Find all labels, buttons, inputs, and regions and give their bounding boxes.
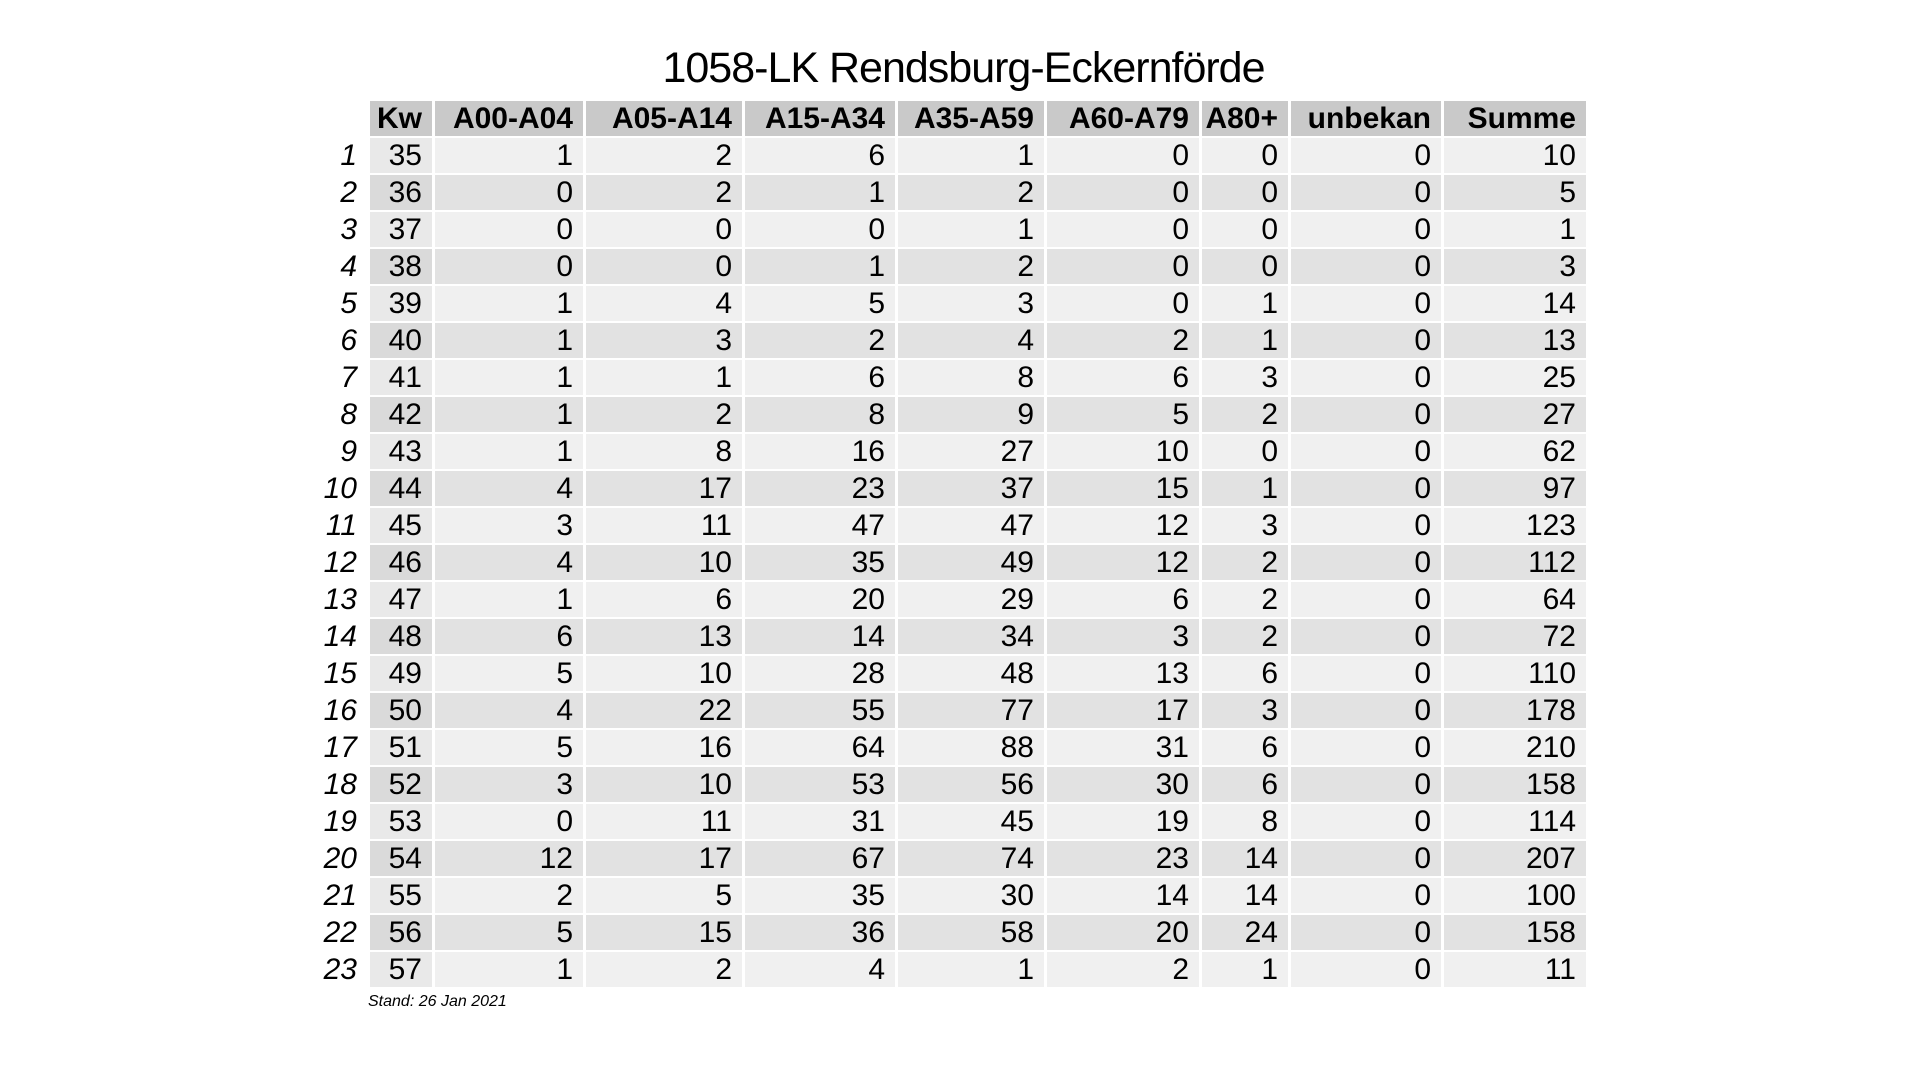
table-body (319, 138, 1586, 987)
table-cell-a15-a34: 35 (745, 545, 895, 580)
table-cell-a00-a04: 0 (435, 212, 583, 247)
column-header-a80-: A80+ (1202, 101, 1288, 136)
table-cell-a35-a59: 27 (898, 434, 1044, 469)
table-cell-summe: 97 (1444, 471, 1586, 506)
table-cell-summe: 10 (1444, 138, 1586, 173)
table-cell-a15-a34: 31 (745, 804, 895, 839)
table-cell-a00-a04: 5 (435, 730, 583, 765)
table-cell-unbekan: 0 (1291, 286, 1441, 321)
table-cell-a80-: 24 (1202, 915, 1288, 950)
table-row (319, 249, 1586, 284)
table-cell-a80-: 2 (1202, 582, 1288, 617)
table-cell-summe: 158 (1444, 915, 1586, 950)
table-cell-a60-a79: 31 (1047, 730, 1199, 765)
table-cell-kw: 49 (370, 656, 432, 691)
table-cell-a80-: 6 (1202, 767, 1288, 802)
table-cell-a35-a59: 45 (898, 804, 1044, 839)
table-cell-summe: 178 (1444, 693, 1586, 728)
corner-cell (319, 101, 367, 136)
table-cell-a60-a79: 19 (1047, 804, 1199, 839)
table-row (319, 878, 1586, 913)
table-cell-summe: 158 (1444, 767, 1586, 802)
table-row (319, 545, 1586, 580)
table-cell-a60-a79: 0 (1047, 249, 1199, 284)
table-cell-summe: 112 (1444, 545, 1586, 580)
table-cell-unbekan: 0 (1291, 138, 1441, 173)
table-row (319, 730, 1586, 765)
table-cell-a35-a59: 74 (898, 841, 1044, 876)
row-number: 10 (323, 472, 357, 505)
table-cell-a05-a14: 16 (586, 730, 742, 765)
table-cell-kw: 36 (370, 175, 432, 210)
table-cell-a15-a34: 1 (745, 175, 895, 210)
table-cell-a80-: 14 (1202, 878, 1288, 913)
table-cell-kw: 48 (370, 619, 432, 654)
table-cell-a05-a14: 22 (586, 693, 742, 728)
table-cell-a15-a34: 28 (745, 656, 895, 691)
table-cell-a60-a79: 13 (1047, 656, 1199, 691)
table-cell-a15-a34: 1 (745, 249, 895, 284)
table-row (319, 656, 1586, 691)
table-cell-a00-a04: 0 (435, 804, 583, 839)
table-cell-a35-a59: 77 (898, 693, 1044, 728)
table-cell-a80-: 8 (1202, 804, 1288, 839)
table-cell-a80-: 0 (1202, 212, 1288, 247)
table-cell-a80-: 0 (1202, 249, 1288, 284)
table-row (319, 175, 1586, 210)
table-cell-a05-a14: 11 (586, 508, 742, 543)
table-cell-a60-a79: 3 (1047, 619, 1199, 654)
column-header-a05-a14: A05-A14 (586, 101, 742, 136)
table-cell-unbekan: 0 (1291, 878, 1441, 913)
table-cell-a05-a14: 13 (586, 619, 742, 654)
table-cell-a05-a14: 5 (586, 878, 742, 913)
table-cell-a35-a59: 56 (898, 767, 1044, 802)
table-cell-unbekan: 0 (1291, 767, 1441, 802)
table-cell-a00-a04: 1 (435, 286, 583, 321)
table-cell-a80-: 1 (1202, 471, 1288, 506)
table-cell-a60-a79: 12 (1047, 508, 1199, 543)
column-header-a60-a79: A60-A79 (1047, 101, 1199, 136)
table-cell-summe: 207 (1444, 841, 1586, 876)
table-cell-a35-a59: 2 (898, 175, 1044, 210)
table-cell-a35-a59: 8 (898, 360, 1044, 395)
row-number: 19 (323, 805, 357, 838)
column-header-a15-a34: A15-A34 (745, 101, 895, 136)
row-number: 1 (340, 139, 357, 172)
table-cell-a60-a79: 5 (1047, 397, 1199, 432)
footer-note: Stand: 26 Jan 2021 (368, 993, 507, 1010)
table-row (319, 360, 1586, 395)
table-cell-a35-a59: 37 (898, 471, 1044, 506)
table-cell-unbekan: 0 (1291, 471, 1441, 506)
table-cell-summe: 25 (1444, 360, 1586, 395)
table-cell-summe: 13 (1444, 323, 1586, 358)
table-cell-a00-a04: 5 (435, 656, 583, 691)
table-row (319, 323, 1586, 358)
table-cell-a05-a14: 2 (586, 952, 742, 987)
table-cell-a80-: 6 (1202, 730, 1288, 765)
table-cell-a60-a79: 2 (1047, 952, 1199, 987)
table-cell-a05-a14: 11 (586, 804, 742, 839)
table-cell-unbekan: 0 (1291, 323, 1441, 358)
table-row (319, 286, 1586, 321)
table-row (319, 471, 1586, 506)
row-number: 14 (323, 620, 357, 653)
table-cell-a60-a79: 6 (1047, 360, 1199, 395)
table-cell-a60-a79: 14 (1047, 878, 1199, 913)
row-number: 7 (340, 361, 357, 394)
table-cell-a15-a34: 47 (745, 508, 895, 543)
table-cell-a80-: 14 (1202, 841, 1288, 876)
table-cell-summe: 210 (1444, 730, 1586, 765)
table-cell-kw: 38 (370, 249, 432, 284)
table-cell-a00-a04: 1 (435, 397, 583, 432)
table-cell-a80-: 0 (1202, 434, 1288, 469)
table-cell-summe: 114 (1444, 804, 1586, 839)
table-row (319, 582, 1586, 617)
table-cell-a00-a04: 1 (435, 582, 583, 617)
table-cell-a60-a79: 0 (1047, 212, 1199, 247)
row-number: 6 (340, 324, 357, 357)
table-cell-kw: 52 (370, 767, 432, 802)
table-cell-unbekan: 0 (1291, 730, 1441, 765)
row-number: 21 (323, 879, 357, 912)
table-cell-summe: 27 (1444, 397, 1586, 432)
table-cell-kw: 35 (370, 138, 432, 173)
table-cell-kw: 54 (370, 841, 432, 876)
table-cell-a00-a04: 4 (435, 471, 583, 506)
table-cell-a60-a79: 6 (1047, 582, 1199, 617)
row-number: 22 (323, 916, 357, 949)
table-cell-a15-a34: 20 (745, 582, 895, 617)
table-cell-a05-a14: 10 (586, 767, 742, 802)
table-cell-summe: 100 (1444, 878, 1586, 913)
table-cell-a15-a34: 5 (745, 286, 895, 321)
table-cell-unbekan: 0 (1291, 656, 1441, 691)
table-cell-a35-a59: 1 (898, 212, 1044, 247)
table-cell-unbekan: 0 (1291, 915, 1441, 950)
table-cell-summe: 64 (1444, 582, 1586, 617)
table-cell-unbekan: 0 (1291, 434, 1441, 469)
table-cell-kw: 46 (370, 545, 432, 580)
table-header-row (319, 101, 1586, 136)
table-row (319, 619, 1586, 654)
table-cell-a05-a14: 6 (586, 582, 742, 617)
table-cell-a35-a59: 58 (898, 915, 1044, 950)
table-cell-a15-a34: 0 (745, 212, 895, 247)
table-cell-a60-a79: 17 (1047, 693, 1199, 728)
table-row (319, 841, 1586, 876)
table-cell-a00-a04: 4 (435, 693, 583, 728)
row-number: 9 (340, 435, 357, 468)
row-number: 2 (340, 176, 357, 209)
table-cell-a80-: 2 (1202, 619, 1288, 654)
table-cell-a00-a04: 3 (435, 767, 583, 802)
table-cell-a15-a34: 67 (745, 841, 895, 876)
table-cell-a15-a34: 14 (745, 619, 895, 654)
table-cell-a15-a34: 2 (745, 323, 895, 358)
table-cell-a05-a14: 4 (586, 286, 742, 321)
table-cell-a05-a14: 10 (586, 545, 742, 580)
table-cell-a60-a79: 15 (1047, 471, 1199, 506)
table-cell-a05-a14: 17 (586, 841, 742, 876)
table-cell-unbekan: 0 (1291, 545, 1441, 580)
table-cell-a80-: 3 (1202, 693, 1288, 728)
table-cell-a60-a79: 0 (1047, 286, 1199, 321)
table-cell-summe: 62 (1444, 434, 1586, 469)
table-cell-kw: 41 (370, 360, 432, 395)
table-row (319, 915, 1586, 950)
row-number: 5 (340, 287, 357, 320)
table-row (319, 212, 1586, 247)
table-cell-a80-: 2 (1202, 545, 1288, 580)
table-cell-a00-a04: 2 (435, 878, 583, 913)
row-number: 13 (323, 583, 357, 616)
table-cell-a00-a04: 5 (435, 915, 583, 950)
table-cell-a15-a34: 8 (745, 397, 895, 432)
table-cell-summe: 72 (1444, 619, 1586, 654)
table-cell-unbekan: 0 (1291, 508, 1441, 543)
table-cell-a05-a14: 8 (586, 434, 742, 469)
table-cell-unbekan: 0 (1291, 582, 1441, 617)
table-cell-unbekan: 0 (1291, 397, 1441, 432)
table-cell-a35-a59: 9 (898, 397, 1044, 432)
table-cell-a05-a14: 10 (586, 656, 742, 691)
table-cell-a80-: 1 (1202, 323, 1288, 358)
table-cell-a05-a14: 0 (586, 212, 742, 247)
table-cell-summe: 14 (1444, 286, 1586, 321)
table-cell-a35-a59: 34 (898, 619, 1044, 654)
row-number: 15 (323, 657, 357, 690)
table-cell-a00-a04: 12 (435, 841, 583, 876)
table-cell-a80-: 1 (1202, 952, 1288, 987)
table-cell-a80-: 1 (1202, 286, 1288, 321)
table-cell-a60-a79: 30 (1047, 767, 1199, 802)
table-cell-unbekan: 0 (1291, 619, 1441, 654)
table-cell-kw: 45 (370, 508, 432, 543)
table-cell-kw: 56 (370, 915, 432, 950)
figure-container (316, 44, 1611, 1011)
table-cell-unbekan: 0 (1291, 952, 1441, 987)
row-number: 12 (323, 546, 357, 579)
table-cell-a60-a79: 0 (1047, 175, 1199, 210)
row-number: 20 (323, 842, 357, 875)
table-cell-unbekan: 0 (1291, 175, 1441, 210)
table-cell-a15-a34: 23 (745, 471, 895, 506)
table-row (319, 804, 1586, 839)
table-cell-a35-a59: 49 (898, 545, 1044, 580)
table-cell-a05-a14: 2 (586, 138, 742, 173)
table-cell-kw: 53 (370, 804, 432, 839)
table-cell-unbekan: 0 (1291, 804, 1441, 839)
table-cell-summe: 1 (1444, 212, 1586, 247)
table-cell-kw: 57 (370, 952, 432, 987)
table-cell-a00-a04: 0 (435, 249, 583, 284)
table-cell-a00-a04: 6 (435, 619, 583, 654)
table-cell-a15-a34: 53 (745, 767, 895, 802)
column-header-kw: Kw (370, 101, 432, 136)
table-cell-a60-a79: 0 (1047, 138, 1199, 173)
table-cell-a00-a04: 1 (435, 138, 583, 173)
table-cell-unbekan: 0 (1291, 841, 1441, 876)
column-header-summe: Summe (1444, 101, 1586, 136)
table-cell-a15-a34: 35 (745, 878, 895, 913)
table-cell-unbekan: 0 (1291, 212, 1441, 247)
table-cell-kw: 42 (370, 397, 432, 432)
table-cell-a00-a04: 1 (435, 323, 583, 358)
table-cell-a00-a04: 4 (435, 545, 583, 580)
table-cell-a15-a34: 36 (745, 915, 895, 950)
table-cell-kw: 51 (370, 730, 432, 765)
table-row (319, 952, 1586, 987)
table-cell-a35-a59: 1 (898, 952, 1044, 987)
table-cell-kw: 55 (370, 878, 432, 913)
table-cell-a15-a34: 4 (745, 952, 895, 987)
table-cell-summe: 123 (1444, 508, 1586, 543)
table-cell-a15-a34: 16 (745, 434, 895, 469)
table-cell-a60-a79: 10 (1047, 434, 1199, 469)
table-cell-a35-a59: 47 (898, 508, 1044, 543)
table-cell-a05-a14: 3 (586, 323, 742, 358)
table-row (319, 434, 1586, 469)
table-cell-a80-: 6 (1202, 656, 1288, 691)
table-cell-a80-: 0 (1202, 175, 1288, 210)
table-cell-a35-a59: 3 (898, 286, 1044, 321)
table-cell-a60-a79: 20 (1047, 915, 1199, 950)
table-cell-a15-a34: 55 (745, 693, 895, 728)
row-number: 23 (323, 953, 357, 986)
table-row (319, 508, 1586, 543)
row-number: 4 (340, 250, 357, 283)
table-cell-a05-a14: 1 (586, 360, 742, 395)
table-cell-a00-a04: 1 (435, 434, 583, 469)
table-cell-a35-a59: 2 (898, 249, 1044, 284)
table-cell-a05-a14: 17 (586, 471, 742, 506)
table-cell-kw: 47 (370, 582, 432, 617)
table-cell-summe: 5 (1444, 175, 1586, 210)
table-cell-a80-: 3 (1202, 360, 1288, 395)
row-number: 18 (323, 768, 357, 801)
table-cell-summe: 110 (1444, 656, 1586, 691)
table-cell-a00-a04: 1 (435, 360, 583, 395)
table-cell-a15-a34: 6 (745, 138, 895, 173)
table-cell-a80-: 0 (1202, 138, 1288, 173)
table-cell-kw: 50 (370, 693, 432, 728)
table-cell-kw: 39 (370, 286, 432, 321)
table-cell-a60-a79: 2 (1047, 323, 1199, 358)
table-cell-a80-: 2 (1202, 397, 1288, 432)
table-cell-a35-a59: 4 (898, 323, 1044, 358)
table-row (319, 693, 1586, 728)
table-cell-kw: 37 (370, 212, 432, 247)
column-header-a35-a59: A35-A59 (898, 101, 1044, 136)
table-cell-a35-a59: 29 (898, 582, 1044, 617)
page-title: 1058-LK Rendsburg-Eckernförde (662, 44, 1265, 92)
table-cell-a05-a14: 2 (586, 175, 742, 210)
cases-by-age-table (316, 99, 1589, 989)
table-row (319, 138, 1586, 173)
column-header-a00-a04: A00-A04 (435, 101, 583, 136)
table-cell-summe: 11 (1444, 952, 1586, 987)
table-cell-kw: 44 (370, 471, 432, 506)
column-header-unbekan: unbekan (1291, 101, 1441, 136)
table-cell-a35-a59: 48 (898, 656, 1044, 691)
row-number: 16 (323, 694, 357, 727)
table-cell-unbekan: 0 (1291, 693, 1441, 728)
table-cell-kw: 43 (370, 434, 432, 469)
table-cell-a15-a34: 6 (745, 360, 895, 395)
table-cell-a80-: 3 (1202, 508, 1288, 543)
table-cell-a00-a04: 1 (435, 952, 583, 987)
table-cell-a35-a59: 88 (898, 730, 1044, 765)
table-cell-a00-a04: 3 (435, 508, 583, 543)
row-number: 8 (340, 398, 357, 431)
row-number: 3 (340, 213, 357, 246)
table-cell-a35-a59: 1 (898, 138, 1044, 173)
table-cell-a35-a59: 30 (898, 878, 1044, 913)
table-cell-a05-a14: 0 (586, 249, 742, 284)
table-cell-unbekan: 0 (1291, 249, 1441, 284)
table-cell-a60-a79: 12 (1047, 545, 1199, 580)
row-number: 11 (325, 509, 357, 542)
table-cell-unbekan: 0 (1291, 360, 1441, 395)
table-cell-kw: 40 (370, 323, 432, 358)
row-number: 17 (323, 731, 357, 764)
table-cell-a60-a79: 23 (1047, 841, 1199, 876)
table-cell-a05-a14: 15 (586, 915, 742, 950)
table-row (319, 397, 1586, 432)
table-row (319, 767, 1586, 802)
table-cell-a05-a14: 2 (586, 397, 742, 432)
table-cell-summe: 3 (1444, 249, 1586, 284)
table-cell-a00-a04: 0 (435, 175, 583, 210)
table-cell-a15-a34: 64 (745, 730, 895, 765)
